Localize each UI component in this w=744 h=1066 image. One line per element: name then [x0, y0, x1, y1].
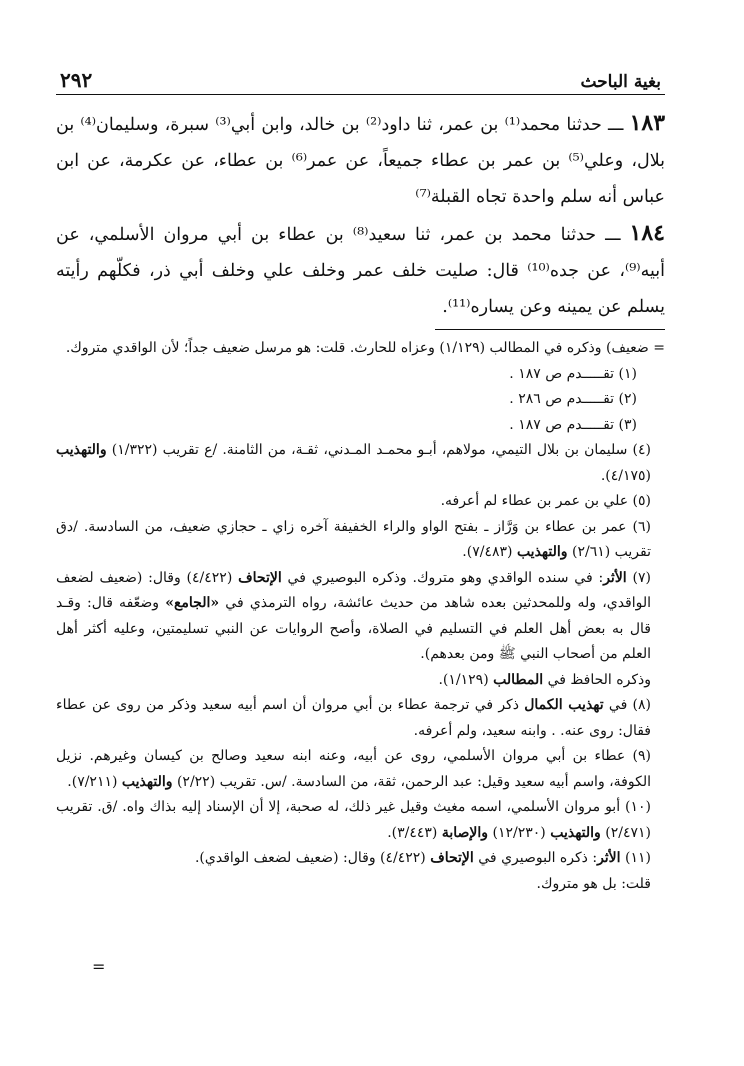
hadith-paragraph [56, 105, 665, 215]
footnote-4 [56, 438, 665, 489]
fn-text: (٧/٢١١). [67, 773, 122, 790]
footnote-10 [56, 795, 665, 846]
fn-text: (١٢/٢٣٠) [488, 824, 551, 841]
fn-source: والتهذيب [121, 773, 173, 790]
fn-source: تهذيب الكمال [524, 697, 604, 713]
hadith-number: ١٨٤ [629, 220, 665, 246]
fn-text: وذكره الحافظ في [543, 671, 651, 688]
fn-text: وضعّفه قال: وقـد قال به بعض أهل العلم في التسليم في الصلاة، وأصح الروايات عن النبي تسليمتين، وعليه أكثر أهل العلم من أصحاب النبي ﷺ ومن بعدهم). [56, 595, 651, 662]
fn-text: (٤) سليمان بن بلال التيمي، مولاهم، أبـو محمـد المـدني، ثقـة، من الثامنة. /ع تقريب (١/٣٢٢) [106, 442, 651, 458]
footnote-11 [56, 846, 665, 872]
footnote-9 [56, 744, 665, 795]
fn-source: الإتحاف [238, 569, 282, 586]
fn-text: (١١) [620, 850, 651, 866]
fn-text: (١٠) أبو مروان الأسلمي، اسمه مغيث وقيل غير ذلك، له صحبة، إلا أن الإسناد إليه بذاك واه. /ق. تقريب (٢/٤٧١) [56, 799, 651, 841]
fn-text: : في سنده الواقدي وهو متروك. وذكره البوصيري في [281, 569, 604, 586]
footnote-7-cont [56, 668, 665, 694]
footnote-6 [56, 515, 665, 566]
hadith-text: ـــ حدثنا محمد بن عمر، ثنا سعيد⁽⁸⁾ بن عطاء بن أبي مروان الأسلمي، عن أبيه⁽⁹⁾، عن جده⁽¹⁰⁾ قال: صليت خلف عمر وخلف علي وخلف أبي ذر، فكلّهم رأيته يسلم عن يمينه وعن يساره⁽¹¹⁾. [56, 225, 665, 317]
fn-text: (١/١٢٩). [438, 671, 494, 688]
fn-text: (٩) عطاء بن أبي مروان الأسلمي، روى عن أبيه، وعنه ابنه سعيد وصالح بن كيسان وغيرهم. نزيل الكوفة، واسم أبيه سعيد وقيل: عبد الرحمن، ثقة، من السادسة. /س. تقريب (٢/٢٢) [56, 748, 651, 790]
page-number: ٢٩٢ [60, 68, 93, 92]
fn-source: الأثر [597, 850, 621, 866]
fn-text: (٣/٤٤٣). [387, 824, 442, 841]
fn-source: والإصابة [441, 824, 489, 841]
running-title: بغية الباحث [580, 72, 661, 92]
fn-text: (٤/٤٢٢) وقال: (ضعيف لضعف الواقدي). [194, 850, 431, 866]
fn-text: (٤/١٧٥). [600, 467, 651, 484]
fn-source: الأثر [603, 569, 627, 586]
footnote-5: (٥) علي بن عمر بن عطاء لم أعرفه. [440, 493, 651, 509]
page-header [56, 62, 665, 95]
footnote-8 [56, 693, 665, 744]
footnote-7 [56, 566, 665, 668]
fn-text: (٦) عمر بن عطاء بن وَرَّاز ـ بفتح الواو والراء الخفيفة آخره زاي ـ حجازي ضعيف، من السادسة. /دق تقريب (٢/٦١) [56, 518, 651, 560]
footnote-separator [435, 329, 665, 330]
footnote-1: (١) تقـــــدم ص ١٨٧ . [509, 365, 637, 382]
footnote-2: (٢) تقـــــدم ص ٢٨٦ . [509, 391, 637, 407]
hadith-paragraph [56, 215, 665, 325]
footnotes [56, 336, 665, 897]
continuation-mark: = [92, 957, 106, 976]
fn-source: المطالب [493, 671, 544, 688]
footnote-3: (٣) تقـــــدم ص ١٨٧ . [509, 416, 637, 433]
fn-text: : ذكره البوصيري في [473, 850, 598, 866]
footnote-11-cont: قلت: بل هو متروك. [536, 875, 651, 892]
main-text [56, 105, 665, 325]
footnote-carryover: = ضعيف) وذكره في المطالب (١/١٢٩) وعزاه للحارث. قلت: هو مرسل ضعيف جداً؛ لأن الواقدي متروك. [65, 340, 665, 356]
fn-text: (٧) [626, 569, 651, 586]
fn-source: الإتحاف [430, 850, 474, 866]
hadith-text: ـــ حدثنا محمد⁽¹⁾ بن عمر، ثنا داود⁽²⁾ بن خالد، وابن أبي⁽³⁾ سبرة، وسليمان⁽⁴⁾ بن بلال، وعلي⁽⁵⁾ بن عمر بن عطاء جميعاً، عن عمر⁽⁶⁾ بن عطاء، عن عكرمة، عن ابن عباس أنه سلم واحدة تجاه القبلة⁽⁷⁾ [56, 115, 666, 207]
fn-text: ذكر في ترجمة عطاء بن أبي مروان أن اسم أبيه سعيد وذكر من روى عن عطاء فقال: روى عنه. . وابنه سعيد، ولم أعرفه. [56, 697, 651, 739]
book-page [56, 62, 665, 897]
fn-text: (٨) في [603, 697, 651, 713]
hadith-number: ١٨٣ [629, 110, 666, 136]
fn-source: والتهذيب [550, 824, 601, 841]
fn-text: (٧/٤٨٣). [462, 544, 517, 560]
fn-source: والتهذيب [516, 544, 568, 560]
fn-source: والتهذيب [56, 442, 107, 458]
fn-text: (٤/٤٢٢) وقال: (ضعيف لضعف الواقدي، وله وللمحدثين بعده شاهد من حديث عائشة، رواه الترمذي في [56, 569, 652, 611]
fn-source: «الجامع» [165, 595, 220, 611]
